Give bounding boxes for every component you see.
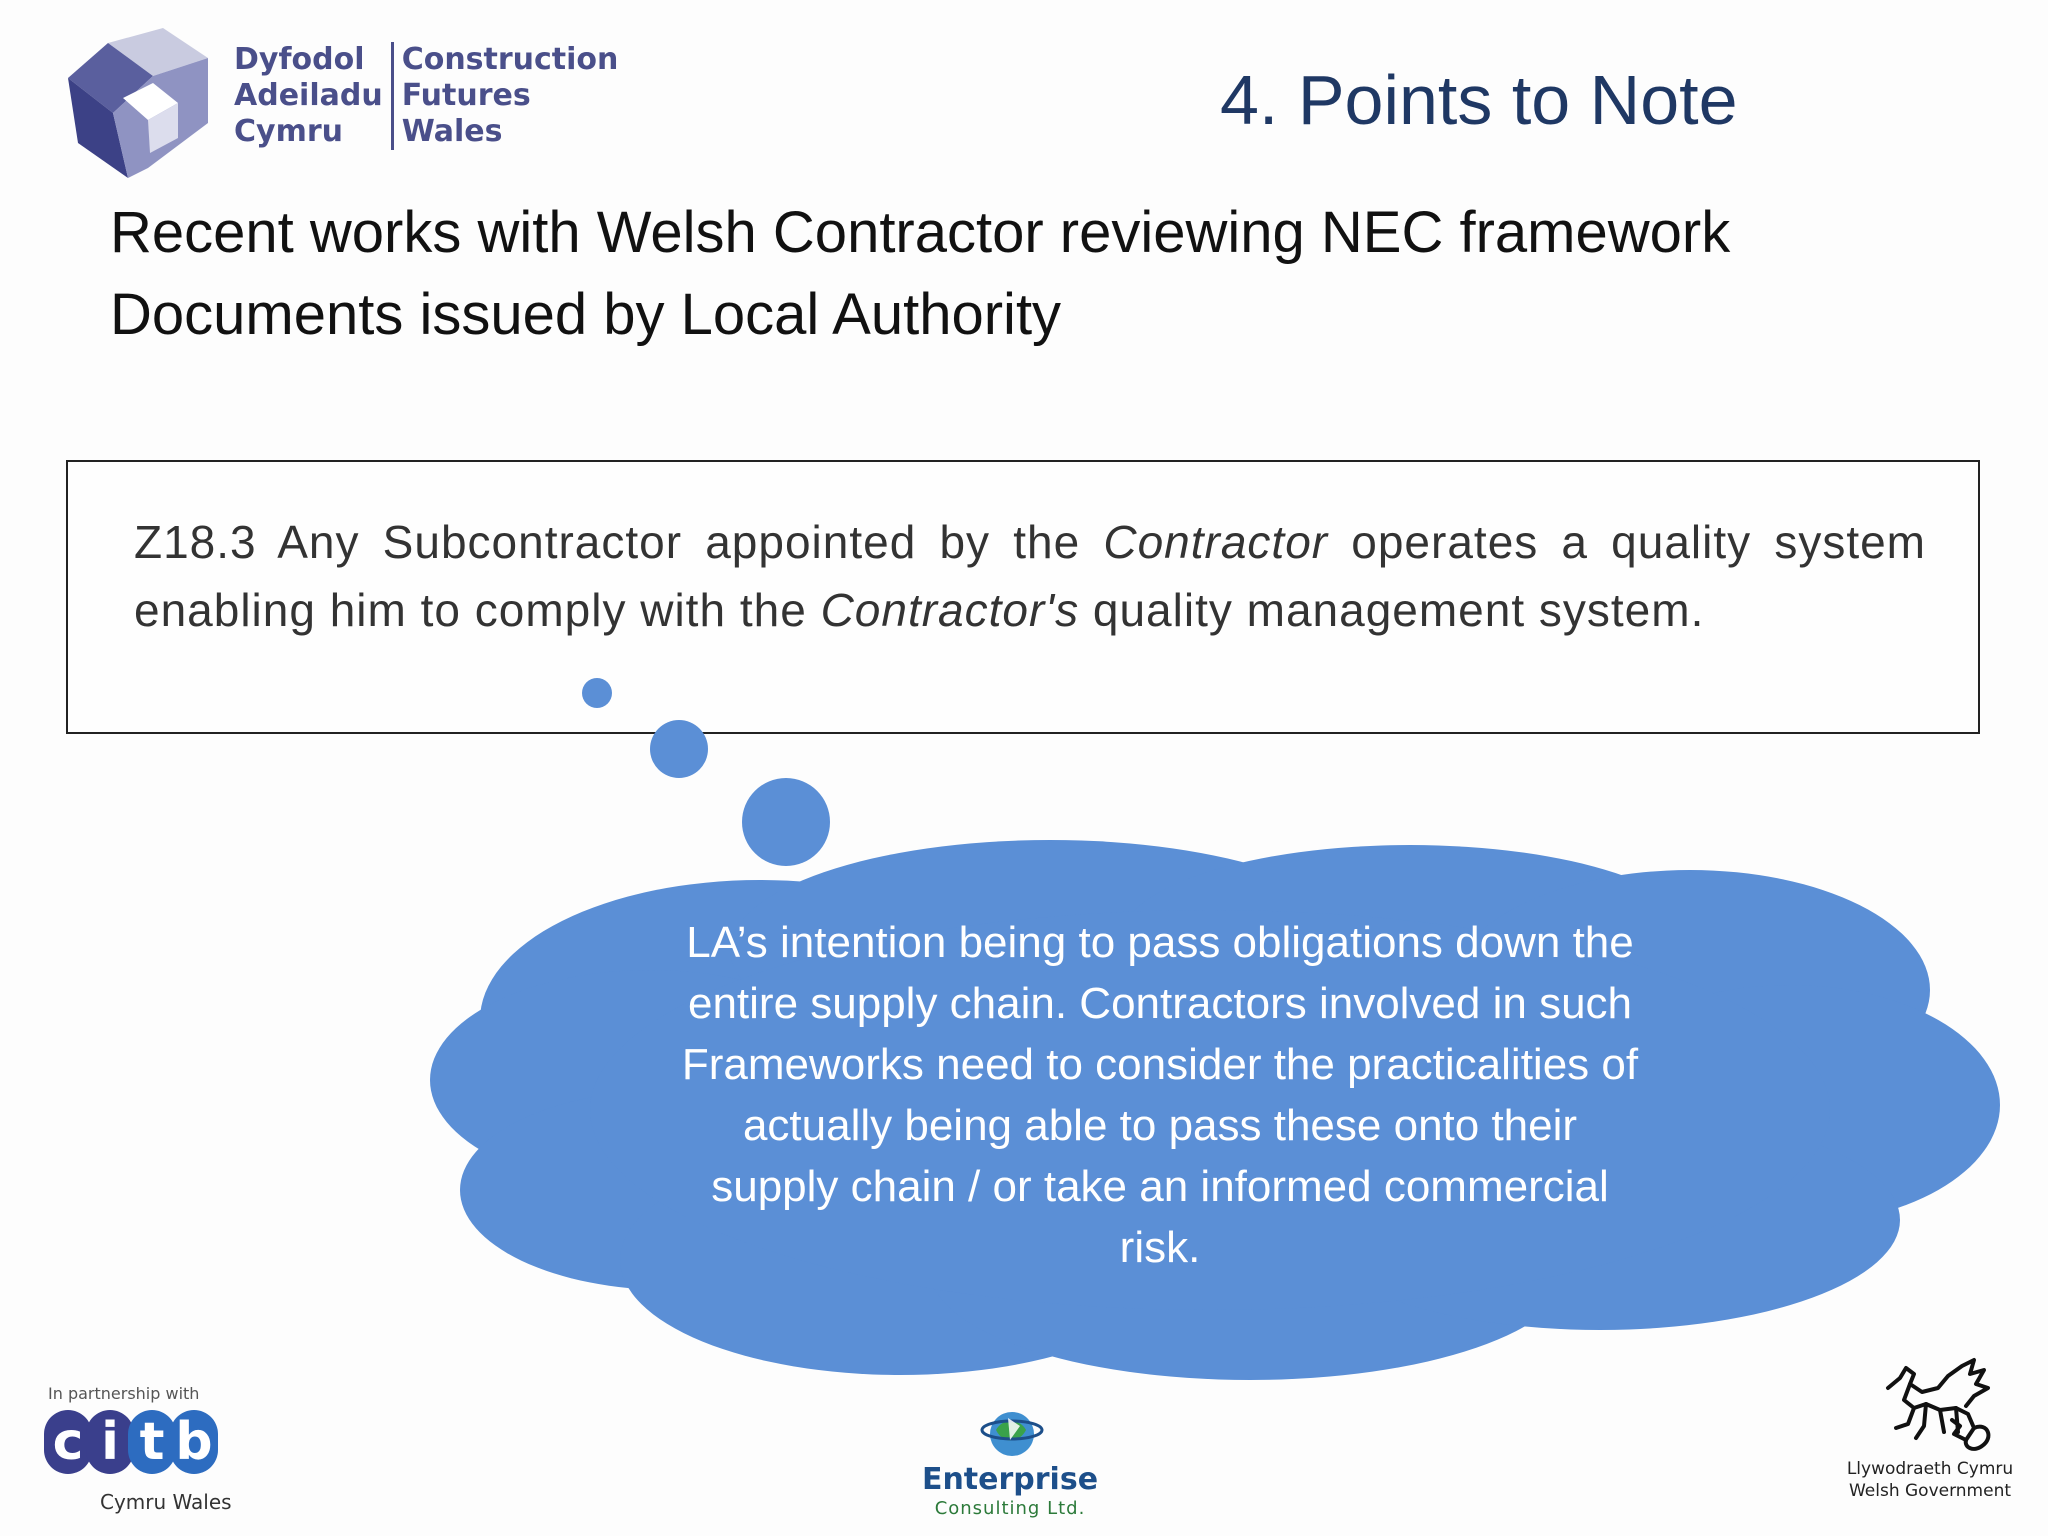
slide-subtitle xyxy=(110,192,1910,356)
construction-futures-wales-logo xyxy=(68,28,619,178)
clause-part: operates a quality system enabling him to comply with the xyxy=(134,516,1926,636)
enterprise-name: Enterprise xyxy=(921,1462,1099,1497)
welsh-government-line: Llywodraeth Cymru xyxy=(1846,1459,2014,1479)
logo-text: Cymru xyxy=(234,114,343,149)
logo-text: Futures xyxy=(401,78,531,113)
callout-text: LA’s intention being to pass obligations down the entire supply chain. Contractors involved in such Frameworks need to consider the practicalities of actually being able to pass these onto their supply chain / or take an informed commercial risk. xyxy=(681,918,1639,1272)
logo-text: Adeiladu xyxy=(234,78,383,113)
clause-italic: Contractor xyxy=(1103,516,1329,568)
welsh-government-line: Welsh Government xyxy=(1848,1481,2012,1501)
citb-logo xyxy=(44,1384,254,1524)
logo-wordmark xyxy=(226,42,626,150)
partnership-label: In partnership with xyxy=(48,1384,200,1403)
citb-wordmark xyxy=(44,1410,212,1474)
thought-bubble-small xyxy=(582,678,612,708)
clause-part: Z18.3 Any Subcontractor appointed by the xyxy=(134,516,1104,568)
dragon-icon xyxy=(1870,1348,2000,1458)
logo-text: Dyfodol xyxy=(234,42,365,77)
welsh-government-text xyxy=(1840,1458,2020,1502)
logo-text: Wales xyxy=(401,114,503,149)
logo-text: Construction xyxy=(401,42,619,77)
citb-subtitle: Cymru Wales xyxy=(100,1490,232,1514)
logo-english-column xyxy=(391,42,627,150)
citb-letter: b xyxy=(170,1410,218,1474)
thought-bubble-medium xyxy=(650,720,708,778)
cube-logo-icon xyxy=(68,28,218,178)
logo-welsh-column xyxy=(226,42,391,150)
citb-letter: i xyxy=(86,1410,134,1474)
subtitle-line: Documents issued by Local Authority xyxy=(110,282,1062,347)
welsh-government-logo xyxy=(1840,1348,2020,1528)
citb-letter: c xyxy=(44,1410,92,1474)
enterprise-logo xyxy=(900,1400,1120,1530)
clause-text xyxy=(134,508,1926,644)
subtitle-line: Recent works with Welsh Contractor reviewing NEC framework xyxy=(110,200,1731,265)
citb-letter: t xyxy=(128,1410,176,1474)
clause-box xyxy=(66,460,1980,734)
globe-icon xyxy=(980,1400,1044,1464)
clause-italic: Contractor's xyxy=(820,584,1080,636)
enterprise-subtitle: Consulting Ltd. xyxy=(934,1498,1086,1519)
clause-part: quality management system. xyxy=(1079,584,1705,636)
slide-title: 4. Points to Note xyxy=(1220,61,1738,139)
